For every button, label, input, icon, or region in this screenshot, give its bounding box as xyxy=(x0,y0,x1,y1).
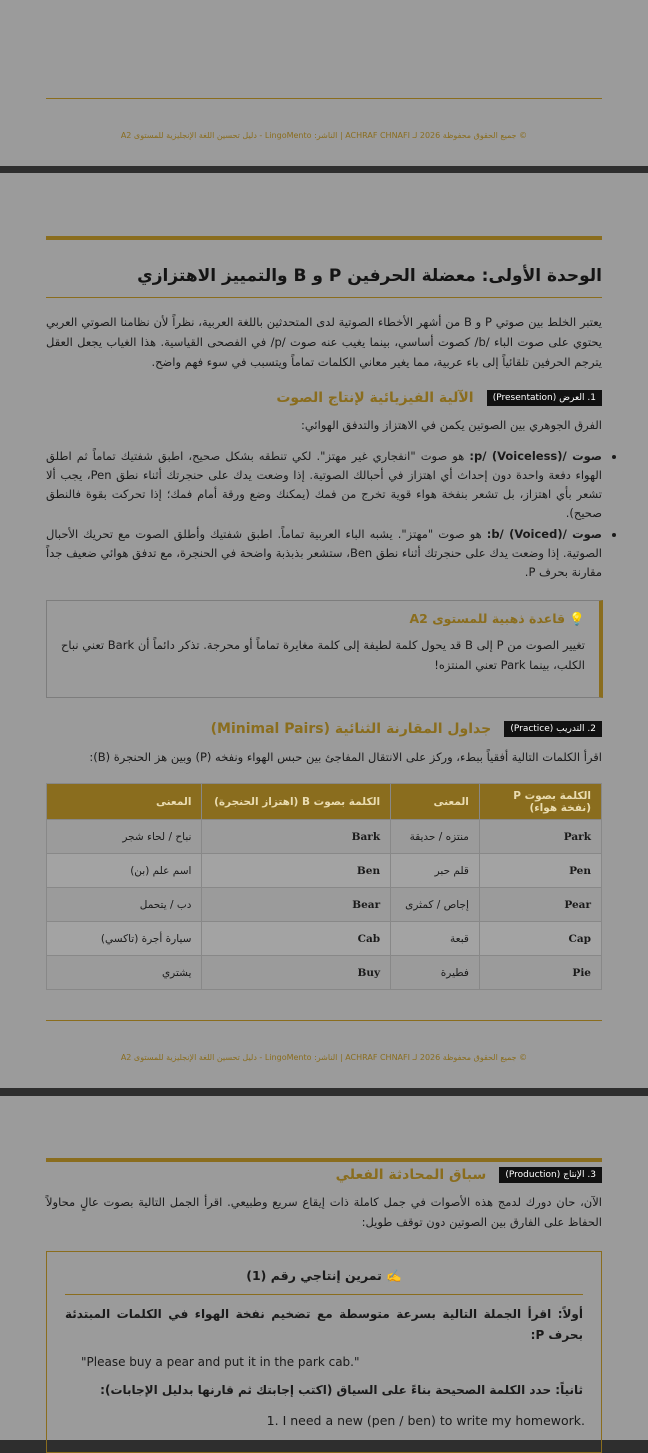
table-row xyxy=(47,854,602,888)
b-meaning-cell: نباح / لحاء شجر xyxy=(47,820,202,854)
bullet-p-text: هو صوت "انفجاري غير مهتز". لكي تنطقه بشكل صحيح، اطبق شفتيك تماماً ثم اطلق الهواء دفعة واحدة دون إحداث أي اهتزاز في أحبالك الصوتية. إذا وضعت يدك على حنجرتك أثناء نطق Pen، يجب ألا تشعر بأي اهتزاز، بل تشعر بنفخة هواء قوية تخرج من فمك (يمكنك وضع ورقة أمام فمك؛ إذا تحركت بقوة فالنطق صحيح). xyxy=(46,449,602,520)
b-meaning-cell: يشتري xyxy=(47,956,202,990)
header-rule xyxy=(46,1158,602,1162)
p-word-cell: Pear xyxy=(479,888,601,922)
bullet-p-label: صوت /p/ (Voiceless): xyxy=(469,449,603,463)
col-header-p-meaning: المعنى xyxy=(391,784,480,820)
b-word-cell: Bear xyxy=(202,888,391,922)
table-row xyxy=(47,956,602,990)
table-row xyxy=(47,922,602,956)
exercise-item-1: 1. I need a new (pen / ben) to write my homework. xyxy=(266,1413,585,1428)
bullet-b-sound xyxy=(46,525,602,582)
section-2-title: جداول المقارنة الثنائية (Minimal Pairs) xyxy=(210,720,492,737)
p-meaning-cell: قلم حبر xyxy=(391,854,480,888)
section-1-lead: الفرق الجوهري بين الصوتين يكمن في الاهتزاز والتدفق الهوائي: xyxy=(300,418,602,432)
exercise-question-2: ثانياً: حدد الكلمة الصحيحة بناءً على السياق (اكتب إجابتك ثم قارنها بدليل الإجابات): xyxy=(100,1383,583,1397)
voice-bullet-list xyxy=(46,447,624,584)
page-footer: © جميع الحقوق محفوظة 2026 لـ ACHRAF CHNAFI | الناشر: LingoMento - دليل تحسين اللغة الإنجليزية للمستوى A2 xyxy=(120,1053,528,1062)
header-rule xyxy=(46,236,602,240)
p-meaning-cell: منتزه / حديقة xyxy=(391,820,480,854)
bullet-p-sound xyxy=(46,447,602,523)
minimal-pairs-table xyxy=(46,783,602,990)
footer-rule xyxy=(46,1020,602,1021)
bullet-b-text: هو صوت "مهتز". يشبه الباء العربية تماماً. اطبق شفتيك وأطلق الصوت مع تحريك الأحبال الصوتية. إذا وضعت يدك على حنجرتك أثناء نطق Ben، ستشعر بذبذبة واضحة في الحنجرة، مع تدفق هوائي ضعيف جداً مقارنة بحرف P. xyxy=(46,527,602,579)
b-word-cell: Bark xyxy=(202,820,391,854)
col-header-b-word: الكلمة بصوت B (اهتزاز الحنجرة) xyxy=(202,784,391,820)
b-word-cell: Cab xyxy=(202,922,391,956)
section-1-title: الآلية الفيزيائية لإنتاج الصوت xyxy=(276,389,474,406)
exercise-sentence: "Please buy a pear and put it in the park cab." xyxy=(81,1355,360,1369)
title-underline xyxy=(46,297,602,298)
section-3-title: سباق المحادثة الفعلي xyxy=(335,1166,487,1183)
section-2-heading xyxy=(46,718,602,738)
page-2 xyxy=(0,173,648,1088)
exercise-question-1: أولاً: اقرأ الجملة التالية بسرعة متوسطة مع تضخيم نفخة الهواء في الكلمات المبتدئة بحرف P: xyxy=(65,1307,583,1342)
golden-rule-box xyxy=(46,600,603,698)
p-word-cell: Pie xyxy=(479,956,601,990)
page-3 xyxy=(0,1096,648,1440)
b-meaning-cell: دب / يتحمل xyxy=(47,888,202,922)
bullet-b-label: صوت /b/ (Voiced): xyxy=(486,527,602,541)
p-word-cell: Cap xyxy=(479,922,601,956)
exercise-title-rule xyxy=(65,1294,583,1295)
section-1-heading xyxy=(46,387,602,407)
col-header-p-word: الكلمة بصوت P (نفخة هواء) xyxy=(479,784,601,820)
b-word-cell: Ben xyxy=(202,854,391,888)
p-word-cell: Park xyxy=(479,820,601,854)
page-footer: © جميع الحقوق محفوظة 2026 لـ ACHRAF CHNAFI | الناشر: LingoMento - دليل تحسين اللغة الإنجليزية للمستوى A2 xyxy=(120,131,528,140)
exercise-title: ✍️ تمرين إنتاجي رقم (1) xyxy=(246,1268,402,1283)
p-word-cell: Pen xyxy=(479,854,601,888)
footer-rule xyxy=(46,98,602,99)
b-meaning-cell: سيارة أجرة (تاكسي) xyxy=(47,922,202,956)
section-2-lead: اقرأ الكلمات التالية أفقياً ببطء، وركز على الانتقال المفاجئ بين حبس الهواء ونفخه (P) وبين هز الحنجرة (B): xyxy=(89,750,602,764)
table-header-row xyxy=(47,784,602,820)
page-1-bottom xyxy=(0,0,648,166)
col-header-b-meaning: المعنى xyxy=(47,784,202,820)
b-meaning-cell: اسم علم (بن) xyxy=(47,854,202,888)
b-word-cell: Buy xyxy=(202,956,391,990)
section-3-lead: الآن، حان دورك لدمج هذه الأصوات في جمل كاملة ذات إيقاع سريع وطبيعي. اقرأ الجمل التالية بصوت عالٍ محاولاً الحفاظ على الفارق بين الصوتين دون توقف طويل: xyxy=(46,1195,602,1229)
p-meaning-cell: فطيرة xyxy=(391,956,480,990)
p-meaning-cell: قبعة xyxy=(391,922,480,956)
table-row xyxy=(47,888,602,922)
unit-intro: يعتبر الخلط بين صوتي P و B من أشهر الأخطاء الصوتية لدى المتحدثين باللغة العربية، نظراً لأن نظامنا الصوتي العربي يحتوي على صوت الباء /b/ كصوت أساسي، بينما يغيب عنه صوت /p/ في الفصحى القياسية. هذا الغياب يجعل العقل يترجم الحرفين تلقائياً إلى باء عربية، مما يغير معاني الكلمات تماماً ويتسبب في سوء فهم واضح. xyxy=(46,315,603,369)
table-row xyxy=(47,820,602,854)
section-2-badge: 2. التدريب (Practice) xyxy=(504,721,602,737)
section-3-heading xyxy=(46,1164,602,1184)
p-meaning-cell: إجاص / كمثرى xyxy=(391,888,480,922)
section-1-badge: 1. العرض (Presentation) xyxy=(487,390,602,406)
golden-rule-title: 💡 قاعدة ذهبية للمستوى A2 xyxy=(409,611,585,626)
unit-title: الوحدة الأولى: معضلة الحرفين P و B والتمييز الاهتزازي xyxy=(137,266,602,286)
section-3-badge: 3. الإنتاج (Production) xyxy=(499,1167,602,1183)
exercise-box xyxy=(46,1251,602,1453)
golden-rule-text: تغيير الصوت من P إلى B قد يحول كلمة لطيفة إلى كلمة مغايرة تماماً أو محرجة. تذكر دائماً أن Bark تعني نباح الكلب، بينما Park تعني المنتزه! xyxy=(61,638,585,672)
